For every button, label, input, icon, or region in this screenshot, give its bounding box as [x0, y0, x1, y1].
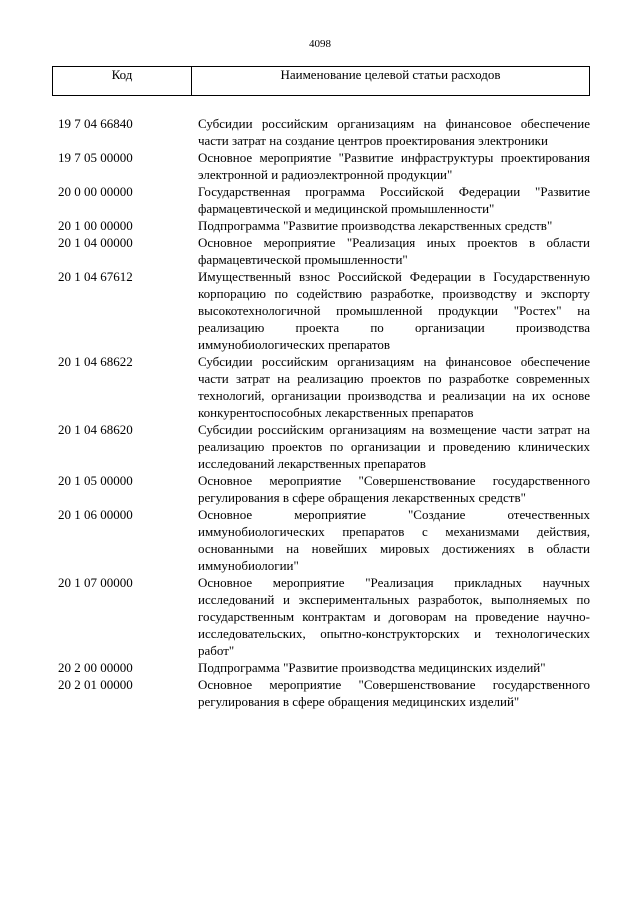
row-name: Субсидии российским организациям на финансовое обеспечение части затрат на создание центров проектирования электроники	[198, 116, 590, 148]
table-row	[52, 183, 590, 217]
row-code: 20 1 04 68620	[58, 422, 133, 437]
row-name: Государственная программа Российской Федерации "Развитие фармацевтической и медицинской промышленности"	[198, 184, 590, 216]
row-name: Имущественный взнос Российской Федерации в Государственную корпорацию по содействию разработке, производству и экспорту высокотехнологичной промышленной продукции "Ростех" на реализацию проекта по организации производства иммунобиологических препаратов	[198, 269, 590, 352]
row-code: 20 2 01 00000	[58, 677, 133, 692]
row-code: 20 1 06 00000	[58, 507, 133, 522]
row-name: Субсидии российским организациям на финансовое обеспечение части затрат на реализацию проектов по разработке современных технологий, организации производства и реализации на их основе конкурентоспособных лекарственных препаратов	[198, 354, 590, 420]
row-code: 20 1 04 00000	[58, 235, 133, 250]
row-code: 20 1 07 00000	[58, 575, 133, 590]
table-row	[52, 472, 590, 506]
table-row	[52, 421, 590, 472]
row-code: 20 2 00 00000	[58, 660, 133, 675]
table-row	[52, 234, 590, 268]
row-code: 19 7 05 00000	[58, 150, 133, 165]
table-row	[52, 115, 590, 149]
table-header	[52, 66, 590, 96]
row-name: Основное мероприятие "Развитие инфраструктуры проектирования электронной и радиоэлектронной продукции"	[198, 150, 590, 182]
table-row	[52, 217, 590, 234]
row-code: 20 1 04 67612	[58, 269, 133, 284]
table-body	[52, 115, 590, 710]
table-row	[52, 353, 590, 421]
row-name: Основное мероприятие "Создание отечественных иммунобиологических препаратов с механизмами действия, основанными на новейших мировых достижениях в области иммунобиологии"	[198, 507, 590, 573]
table-row	[52, 676, 590, 710]
row-name: Субсидии российским организациям на возмещение части затрат на реализацию проектов по организации и проведению клинических исследований лекарственных препаратов	[198, 422, 590, 471]
header-code: Код	[53, 67, 192, 95]
row-code: 20 0 00 00000	[58, 184, 133, 199]
row-code: 20 1 05 00000	[58, 473, 133, 488]
table-row	[52, 268, 590, 353]
row-name: Подпрограмма "Развитие производства медицинских изделий"	[198, 660, 546, 675]
row-code: 20 1 00 00000	[58, 218, 133, 233]
row-code: 19 7 04 66840	[58, 116, 133, 131]
row-code: 20 1 04 68622	[58, 354, 133, 369]
row-name: Основное мероприятие "Совершенствование государственного регулирования в сфере обращения лекарственных средств"	[198, 473, 590, 505]
table-row	[52, 659, 590, 676]
table-row	[52, 574, 590, 659]
row-name: Основное мероприятие "Совершенствование государственного регулирования в сфере обращения медицинских изделий"	[198, 677, 590, 709]
row-name: Подпрограмма "Развитие производства лекарственных средств"	[198, 218, 553, 233]
table-row	[52, 149, 590, 183]
table-row	[52, 506, 590, 574]
header-name: Наименование целевой статьи расходов	[280, 67, 501, 82]
row-name: Основное мероприятие "Реализация прикладных научных исследований и экспериментальных разработок, выполняемых по государственным контрактам и договорам на проведение научно-исследовательских, опытно-конструкторских и технологических работ"	[198, 575, 590, 658]
row-name: Основное мероприятие "Реализация иных проектов в области фармацевтической промышленности"	[198, 235, 590, 267]
page-number: 4098	[309, 38, 331, 50]
